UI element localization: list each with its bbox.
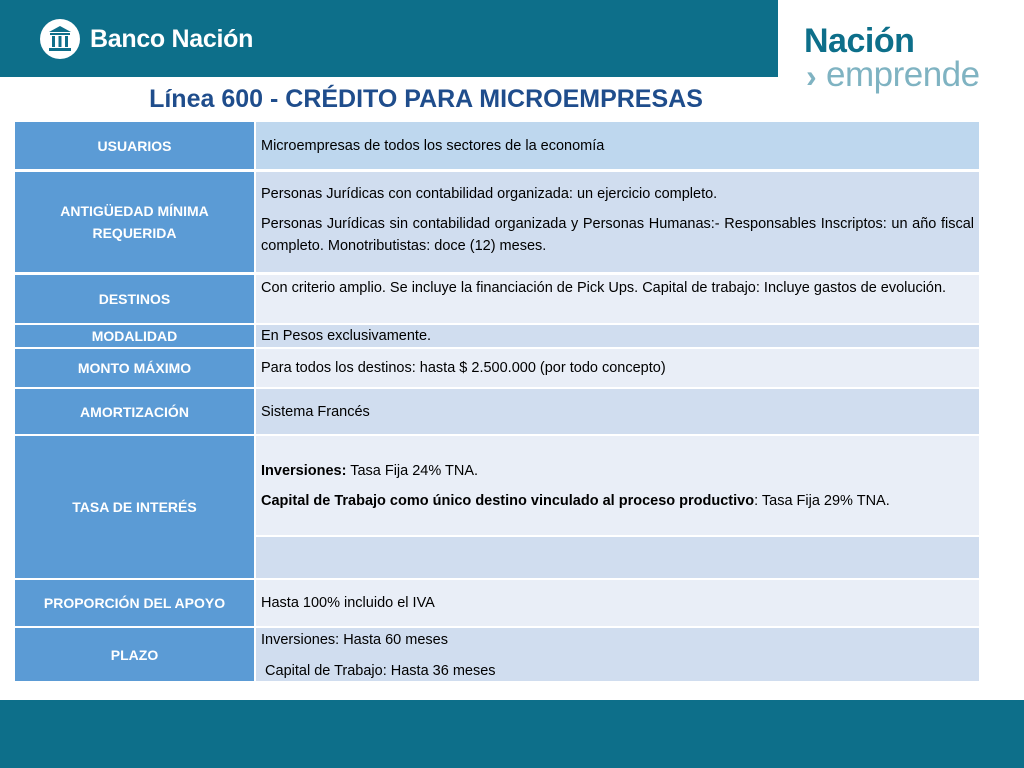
table-row-destinos xyxy=(15,275,979,323)
table-row-proporcion xyxy=(15,580,979,626)
row-label: TASA DE INTERÉS xyxy=(15,436,254,578)
empty-cell xyxy=(256,537,979,578)
rate-working-capital-label: Capital de Trabajo como único destino vinculado al proceso productivo xyxy=(261,493,755,509)
row-value-text: Para todos los destinos: hasta $ 2.500.000 (por todo concepto) xyxy=(261,360,666,376)
table-row-amortizacion xyxy=(15,389,979,434)
row-label: PLAZO xyxy=(15,628,254,681)
header-bar xyxy=(0,0,778,77)
brand-bottom-text: emprende xyxy=(826,55,980,94)
rate-working-capital-value: : Tasa Fija 29% TNA. xyxy=(754,493,890,509)
row-value xyxy=(256,349,979,387)
row-value-text: Con criterio amplio. Se incluye la financiación de Pick Ups. Capital de trabajo: Incluye gastos de evolución. xyxy=(261,280,947,296)
row-value xyxy=(256,436,979,578)
row-value-text: Hasta 100% incluido el IVA xyxy=(261,595,435,611)
row-label: ANTIGÜEDAD MÍNIMA REQUERIDA xyxy=(15,172,254,272)
rate-investment-label: Inversiones: xyxy=(261,463,347,479)
row-label: USUARIOS xyxy=(15,122,254,169)
row-value xyxy=(256,325,979,347)
row-value xyxy=(256,172,979,272)
footer-bar xyxy=(0,700,1024,768)
row-value-text: Personas Jurídicas sin contabilidad organizada y Personas Humanas:- Responsables Inscriptos: un año fiscal completo. Monotributistas: doce (12) meses. xyxy=(261,216,974,254)
row-label: MODALIDAD xyxy=(15,325,254,347)
table-row-usuarios xyxy=(15,122,979,169)
rate-details xyxy=(256,436,979,535)
bank-logo-text: Banco Nación xyxy=(90,25,254,53)
rate-investment-value: Tasa Fija 24% TNA. xyxy=(346,463,479,479)
chevron-right-icon: › xyxy=(806,58,817,94)
row-value-text: Sistema Francés xyxy=(261,403,370,420)
row-label: MONTO MÁXIMO xyxy=(15,349,254,387)
table-row-tasa xyxy=(15,436,979,578)
row-value xyxy=(256,122,979,169)
row-value xyxy=(256,580,979,626)
rate-investment-line xyxy=(261,460,974,482)
row-label: AMORTIZACIÓN xyxy=(15,389,254,434)
row-value xyxy=(256,389,979,434)
row-label: DESTINOS xyxy=(15,275,254,323)
page-title: Línea 600 - CRÉDITO PARA MICROEMPRESAS xyxy=(149,85,703,113)
table-row-modalidad xyxy=(15,325,979,347)
row-value xyxy=(256,275,979,323)
bank-building-icon xyxy=(40,19,80,59)
table-row-plazo xyxy=(15,628,979,681)
row-value-text: En Pesos exclusivamente. xyxy=(261,328,432,344)
table-row-monto xyxy=(15,349,979,387)
row-label: PROPORCIÓN DEL APOYO xyxy=(15,580,254,626)
brand-top-text: Nación xyxy=(804,22,915,60)
table-row-antiguedad xyxy=(15,172,979,272)
row-value-text: Inversiones: Hasta 60 meses xyxy=(261,632,448,648)
row-value-text: Personas Jurídicas con contabilidad organizada: un ejercicio completo. xyxy=(261,186,718,202)
row-value-text: Capital de Trabajo: Hasta 36 meses xyxy=(261,663,496,679)
row-value xyxy=(256,628,979,681)
row-value-text: Microempresas de todos los sectores de la economía xyxy=(261,137,605,154)
rate-working-capital-line xyxy=(261,490,974,512)
